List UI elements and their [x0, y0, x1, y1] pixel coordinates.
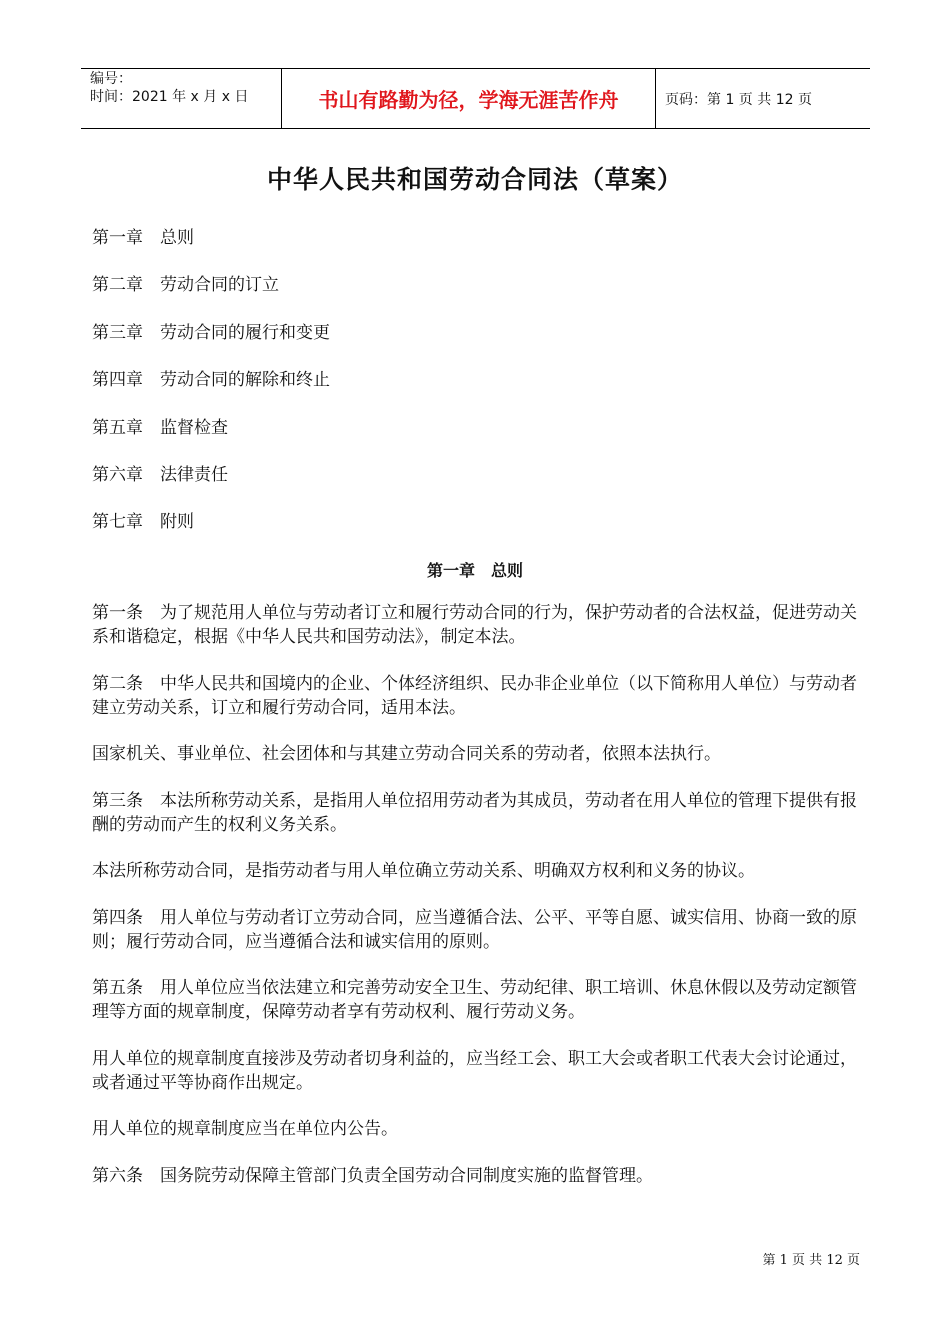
- table-of-contents: [92, 226, 330, 558]
- header-bottom-border: [81, 128, 870, 129]
- document-body: [92, 601, 864, 1210]
- header-motto: 书山有路勤为径，学海无涯苦作舟: [318, 88, 619, 112]
- toc-item: 第二章 劳动合同的订立: [92, 275, 279, 296]
- header-top-border: [81, 68, 870, 69]
- toc-item: 第四章 劳动合同的解除和终止: [92, 370, 330, 391]
- chapter-heading: 第一章 总则: [426, 561, 523, 580]
- date-label: 时间：2021 年 x 月 x 日: [90, 89, 249, 105]
- number-label: 编号：: [90, 71, 132, 87]
- paragraph: 第二条 中华人民共和国境内的企业、个体经济组织、民办非企业单位（以下简称用人单位）与劳动者建立劳动关系，订立和履行劳动合同，适用本法。: [92, 673, 857, 718]
- toc-item: 第一章 总则: [92, 228, 194, 248]
- document-title: 中华人民共和国劳动合同法（草案）: [266, 165, 683, 194]
- toc-item: 第五章 监督检查: [92, 417, 228, 438]
- paragraph: 第六条 国务院劳动保障主管部门负责全国劳动合同制度实施的监督管理。: [92, 1165, 653, 1186]
- paragraph: 第四条 用人单位与劳动者订立劳动合同，应当遵循合法、公平、平等自愿、诚实信用、协商一致的原则；履行劳动合同，应当遵循合法和诚实信用的原则。: [92, 907, 857, 952]
- paragraph: 国家机关、事业单位、社会团体和与其建立劳动合同关系的劳动者，依照本法执行。: [92, 744, 721, 764]
- paragraph: 第三条 本法所称劳动关系，是指用人单位招用劳动者为其成员，劳动者在用人单位的管理下提供有报酬的劳动而产生的权利义务关系。: [92, 790, 857, 835]
- toc-item: 第六章 法律责任: [92, 464, 228, 485]
- paragraph: 第一条 为了规范用人单位与劳动者订立和履行劳动合同的行为，保护劳动者的合法权益，促进劳动关系和谐稳定，根据《中华人民共和国劳动法》，制定本法。: [92, 603, 857, 647]
- paragraph: 第五条 用人单位应当依法建立和完善劳动安全卫生、劳动纪律、职工培训、休息休假以及劳动定额管理等方面的规章制度，保障劳动者享有劳动权利、履行劳动义务。: [92, 978, 857, 1022]
- paragraph: 用人单位的规章制度直接涉及劳动者切身利益的，应当经工会、职工大会或者职工代表大会讨论通过，或者通过平等协商作出规定。: [92, 1048, 857, 1093]
- header-meta: [90, 70, 248, 106]
- header-page-info: 页码：第 1 页 共 12 页: [665, 92, 812, 108]
- toc-item: 第七章 附则: [92, 512, 194, 533]
- toc-item: 第三章 劳动合同的履行和变更: [92, 322, 330, 343]
- paragraph: 本法所称劳动合同，是指劳动者与用人单位确立劳动关系、明确双方权利和义务的协议。: [92, 861, 755, 881]
- page-footer: 第 1 页 共 12 页: [762, 1253, 860, 1268]
- header-divider-right: [655, 68, 656, 129]
- paragraph: 用人单位的规章制度应当在单位内公告。: [92, 1119, 398, 1139]
